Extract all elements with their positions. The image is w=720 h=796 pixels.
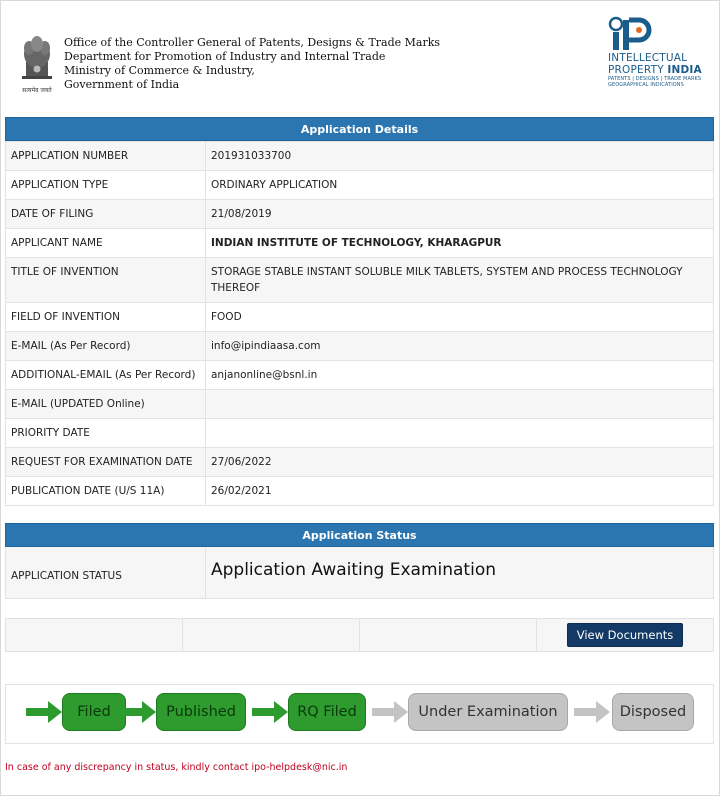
detail-value: 201931033700 xyxy=(206,142,714,171)
step-arrow-icon xyxy=(252,701,288,723)
office-line-4: Government of India xyxy=(64,78,180,91)
detail-key: APPLICATION NUMBER xyxy=(6,142,206,171)
table-row xyxy=(6,361,714,390)
step-arrow-icon xyxy=(372,701,408,723)
step-published: Published xyxy=(156,693,246,731)
office-line-3: Ministry of Commerce & Industry, xyxy=(64,64,255,77)
discrepancy-note: In case of any discrepancy in status, kindly contact ipo-helpdesk@nic.in xyxy=(5,762,348,773)
detail-key: APPLICATION TYPE xyxy=(6,171,206,200)
application-details-section xyxy=(5,117,714,506)
status-row xyxy=(5,547,714,599)
ip-india-mark-icon xyxy=(608,16,652,52)
detail-value: 21/08/2019 xyxy=(206,200,714,229)
table-row xyxy=(6,258,714,303)
status-value: Application Awaiting Examination xyxy=(211,559,496,580)
step-under-examination: Under Examination xyxy=(408,693,568,731)
table-row xyxy=(6,171,714,200)
detail-key: TITLE OF INVENTION xyxy=(6,258,206,303)
detail-key: REQUEST FOR EXAMINATION DATE xyxy=(6,448,206,477)
detail-value xyxy=(206,419,714,448)
detail-key: E-MAIL (As Per Record) xyxy=(6,332,206,361)
detail-key: ADDITIONAL-EMAIL (As Per Record) xyxy=(6,361,206,390)
table-row xyxy=(6,229,714,258)
status-progress-tracker xyxy=(5,684,714,744)
documents-cell-3 xyxy=(360,619,537,651)
detail-value: 26/02/2021 xyxy=(206,477,714,506)
office-line-1: Office of the Controller General of Patents, Designs & Trade Marks xyxy=(64,36,441,49)
table-row xyxy=(6,332,714,361)
table-row xyxy=(6,390,714,419)
status-key: APPLICATION STATUS xyxy=(6,547,206,598)
detail-value: FOOD xyxy=(206,303,714,332)
step-arrow-icon xyxy=(574,701,610,723)
documents-cell-1 xyxy=(6,619,183,651)
detail-value: anjanonline@bsnl.in xyxy=(206,361,714,390)
ip-india-logo xyxy=(608,16,712,92)
detail-key: PUBLICATION DATE (U/S 11A) xyxy=(6,477,206,506)
detail-value xyxy=(206,390,714,419)
table-row xyxy=(6,448,714,477)
detail-key: DATE OF FILING xyxy=(6,200,206,229)
emblem-caption: सत्यमेव जयते xyxy=(22,87,52,94)
detail-value: STORAGE STABLE INSTANT SOLUBLE MILK TABLETS, SYSTEM AND PROCESS TECHNOLOGY THEREOF xyxy=(206,258,714,303)
application-status-section xyxy=(5,523,714,599)
table-row xyxy=(6,477,714,506)
national-emblem-icon xyxy=(16,28,58,100)
office-line-2: Department for Promotion of Industry and Internal Trade xyxy=(64,50,386,63)
logo-line-2a: PROPERTY xyxy=(608,64,668,76)
detail-key: FIELD OF INVENTION xyxy=(6,303,206,332)
logo-line-4: GEOGRAPHICAL INDICATIONS xyxy=(608,82,684,88)
step-disposed: Disposed xyxy=(612,693,694,731)
view-documents-button[interactable]: View Documents xyxy=(567,623,684,647)
step-filed: Filed xyxy=(62,693,126,731)
table-row xyxy=(6,303,714,332)
application-details-heading: Application Details xyxy=(5,117,714,141)
step-rq-filed: RQ Filed xyxy=(288,693,366,731)
step-arrow-icon xyxy=(120,701,156,723)
logo-line-2b: INDIA xyxy=(667,64,702,76)
detail-key: E-MAIL (UPDATED Online) xyxy=(6,390,206,419)
page-header xyxy=(14,26,714,106)
table-row xyxy=(6,200,714,229)
table-row xyxy=(6,142,714,171)
table-row xyxy=(6,419,714,448)
detail-value: info@ipindiaasa.com xyxy=(206,332,714,361)
detail-value: INDIAN INSTITUTE OF TECHNOLOGY, KHARAGPUR xyxy=(206,229,714,258)
step-arrow-icon xyxy=(26,701,62,723)
logo-line-1: INTELLECTUAL xyxy=(608,52,688,64)
documents-cell-2 xyxy=(183,619,360,651)
application-details-table xyxy=(5,141,714,506)
office-name-block xyxy=(64,36,440,92)
detail-value: ORDINARY APPLICATION xyxy=(206,171,714,200)
documents-cell-4 xyxy=(537,619,713,651)
detail-key: PRIORITY DATE xyxy=(6,419,206,448)
logo-line-3: PATENTS | DESIGNS | TRADE MARKS xyxy=(608,76,702,82)
application-status-heading: Application Status xyxy=(5,523,714,547)
documents-row xyxy=(5,618,714,652)
detail-value: 27/06/2022 xyxy=(206,448,714,477)
detail-key: APPLICANT NAME xyxy=(6,229,206,258)
